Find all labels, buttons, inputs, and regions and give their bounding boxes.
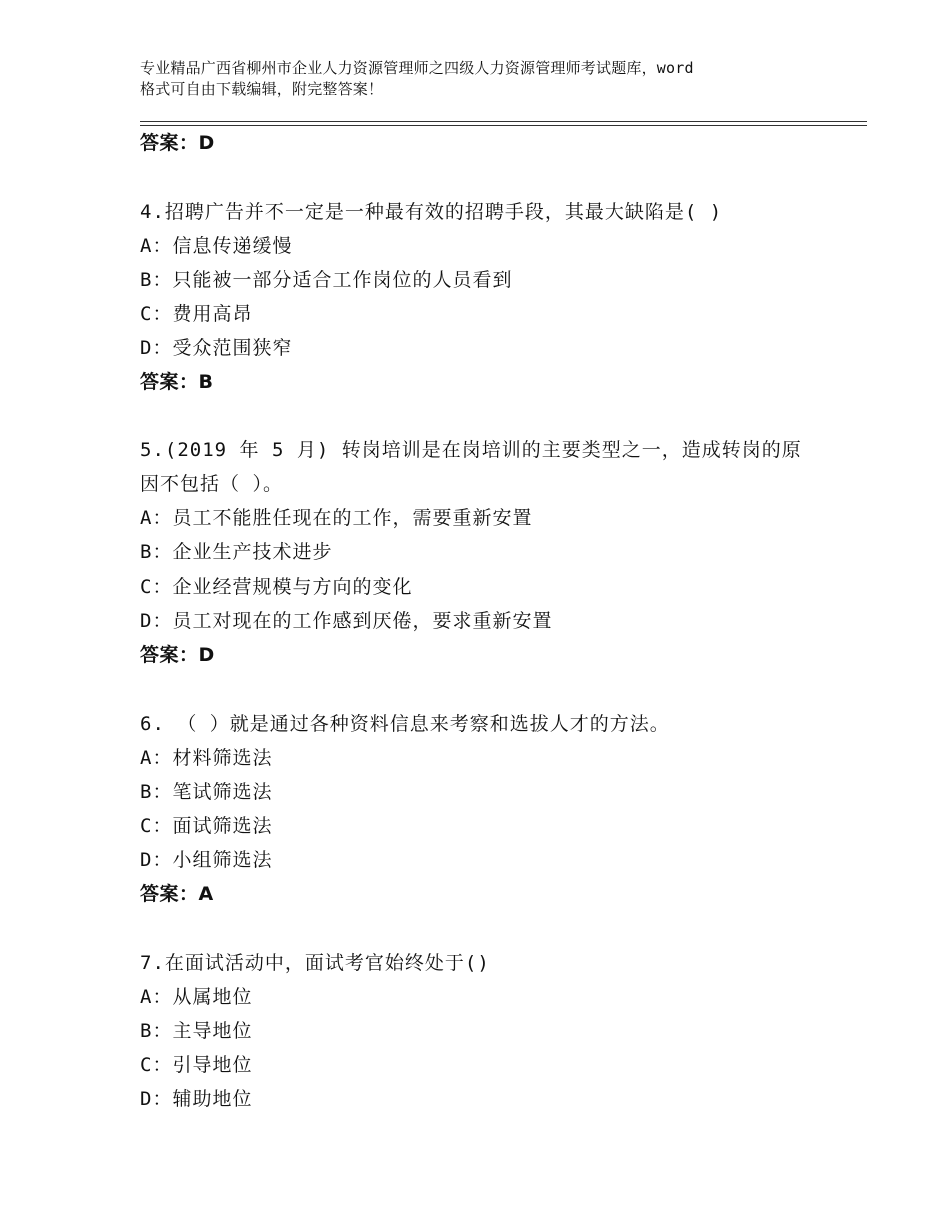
question-5-option-c: C：企业经营规模与方向的变化: [140, 576, 413, 598]
answer-q5: 答案：D: [140, 644, 215, 666]
question-4-stem: 4.招聘广告并不一定是一种最有效的招聘手段，其最大缺陷是( ): [140, 201, 723, 223]
question-5-stem-line-2: 因不包括（ ）。: [140, 473, 283, 495]
question-6-option-b: B：笔试筛选法: [140, 781, 273, 803]
question-5-option-d: D：员工对现在的工作感到厌倦，要求重新安置: [140, 610, 553, 632]
question-4-option-d: D：受众范围狭窄: [140, 337, 293, 359]
question-7-option-c: C：引导地位: [140, 1054, 253, 1076]
question-6-option-d: D：小组筛选法: [140, 849, 273, 871]
answer-q3: 答案：D: [140, 132, 215, 154]
question-6-option-c: C：面试筛选法: [140, 815, 273, 837]
header-line-1: 专业精品广西省柳州市企业人力资源管理师之四级人力资源管理师考试题库，word: [140, 59, 694, 77]
header-line-2: 格式可自由下载编辑，附完整答案！: [140, 80, 384, 98]
question-5-stem-line-1: 5.(2019 年 5 月) 转岗培训是在岗培训的主要类型之一，造成转岗的原: [140, 439, 802, 461]
question-7-stem: 7.在面试活动中，面试考官始终处于(): [140, 952, 490, 974]
question-7-option-a: A：从属地位: [140, 986, 253, 1008]
question-5-option-b: B：企业生产技术进步: [140, 541, 333, 563]
document-header: [140, 58, 830, 100]
question-4-option-b: B：只能被一部分适合工作岗位的人员看到: [140, 269, 513, 291]
question-4-option-a: A：信息传递缓慢: [140, 235, 293, 257]
header-divider-top: [140, 121, 867, 122]
question-5-option-a: A：员工不能胜任现在的工作，需要重新安置: [140, 507, 533, 529]
answer-q6: 答案：A: [140, 883, 214, 905]
question-7-option-b: B：主导地位: [140, 1020, 253, 1042]
question-7-option-d: D：辅助地位: [140, 1088, 253, 1110]
question-4-option-c: C：费用高昂: [140, 303, 253, 325]
header-divider-bottom: [140, 125, 867, 126]
question-6-stem: 6. （ ）就是通过各种资料信息来考察和选拔人才的方法。: [140, 713, 670, 735]
question-6-option-a: A：材料筛选法: [140, 747, 273, 769]
answer-q4: 答案：B: [140, 371, 214, 393]
